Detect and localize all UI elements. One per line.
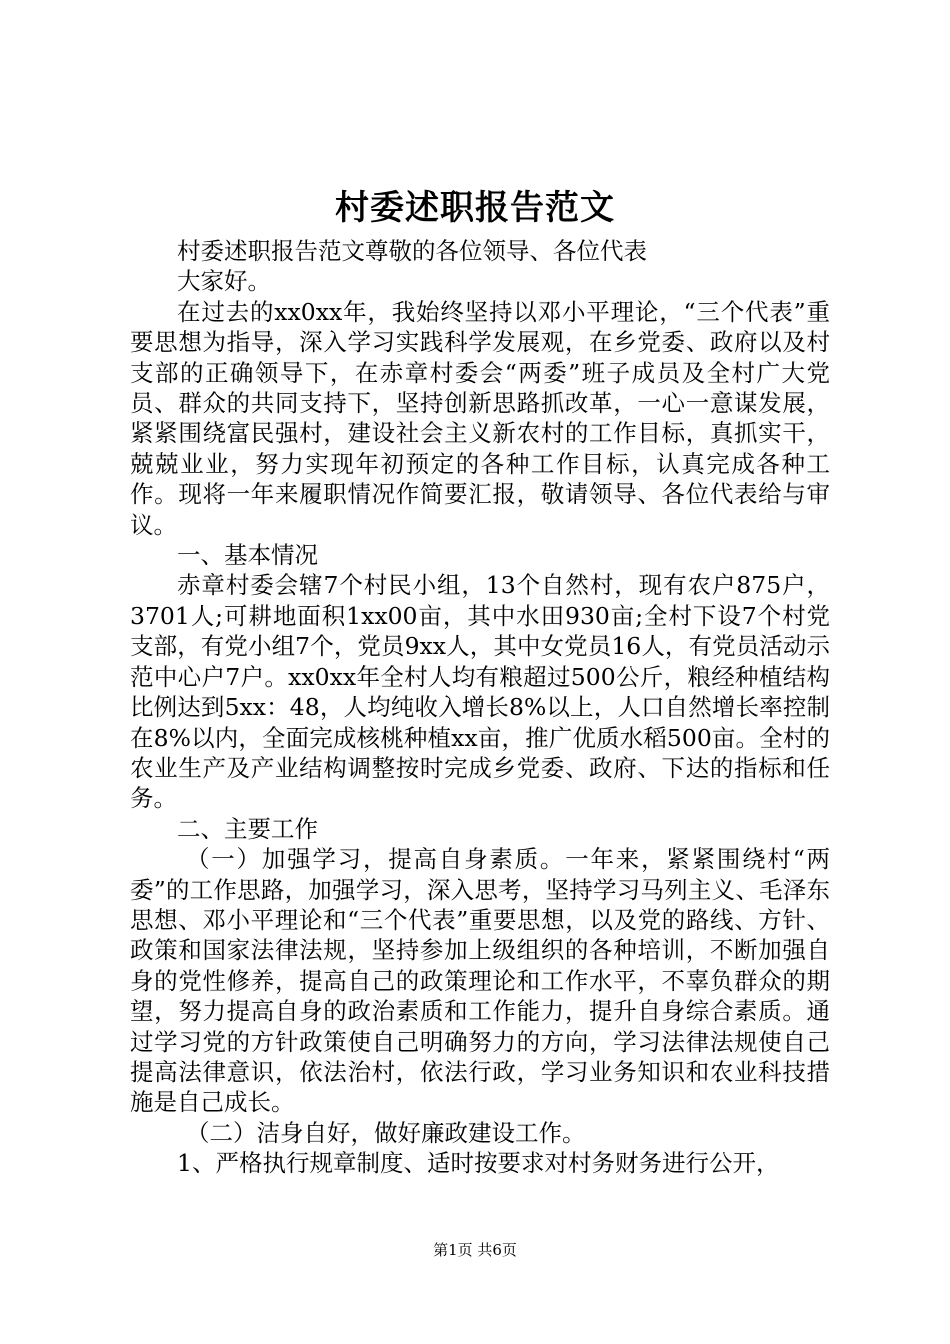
- document-title: 村委述职报告范文: [335, 188, 615, 228]
- section-heading-main-work: 二、主要工作: [177, 814, 318, 843]
- study-paragraph: （一）加强学习，提高自身素质。一年来，紧紧围绕村“两委”的工作思路，加强学习，深入思考，坚持学习马列主义、毛泽东思想、邓小平理论和“三个代表”重要思想，以及党的路线、方针、政策和国家法律法规，坚持参加上级组织的各种培训，不断加强自身的党性修养，提高自己的政策理论和工作水平，不辜负群众的期望，努力提高自身的政治素质和工作能力，提升自身综合素质。通过学习党的方针政策使自己明确努力的方向，学习法律法规使自己提高法律意识，依法治村，依法行政，学习业务知识和农业科技措施是自己成长。: [130, 845, 830, 1117]
- subsection-heading-integrity: （二）洁身自好，做好廉政建设工作。: [186, 1118, 586, 1147]
- greeting-paragraph: 大家好。: [177, 267, 271, 296]
- basic-info-paragraph: 赤章村委会辖7个村民小组，13个自然村，现有农户875户，3701人;可耕地面积1xx00亩，其中水田930亩;全村下设7个村党支部，有党小组7个，党员9xx人，其中女党员16人，有党员活动示范中心户7户。xx0xx年全村人均有粮超过500公斤，粮经种植结构比例达到5xx：48，人均纯收入增长8%以上，人口自然增长率控制在8%以内，全面完成核桃种植xx亩，推广优质水稻500亩。全村的农业生产及产业结构调整按时完成乡党委、政府、下达的指标和任务。: [130, 571, 830, 813]
- document-body: [130, 236, 830, 1179]
- page-footer: 第1页 共6页: [433, 1241, 517, 1259]
- intro-paragraph: 在过去的xx0xx年，我始终坚持以邓小平理论，“三个代表”重要思想为指导，深入学习实践科学发展观，在乡党委、政府以及村支部的正确领导下，在赤章村委会“两委”班子成员及全村广大党员、群众的共同支持下，坚持创新思路抓改革，一心一意谋发展，紧紧围绕富民强村，建设社会主义新农村的工作目标，真抓实干，兢兢业业，努力实现年初预定的各种工作目标，认真完成各种工作。现将一年来履职情况作简要汇报，敬请领导、各位代表给与审议。: [130, 297, 830, 539]
- rule-paragraph: 1、严格执行规章制度、适时按要求对村务财务进行公开，: [177, 1149, 780, 1178]
- section-heading-basic: 一、基本情况: [177, 541, 318, 570]
- salutation-paragraph: 村委述职报告范文尊敬的各位领导、各位代表: [177, 237, 647, 265]
